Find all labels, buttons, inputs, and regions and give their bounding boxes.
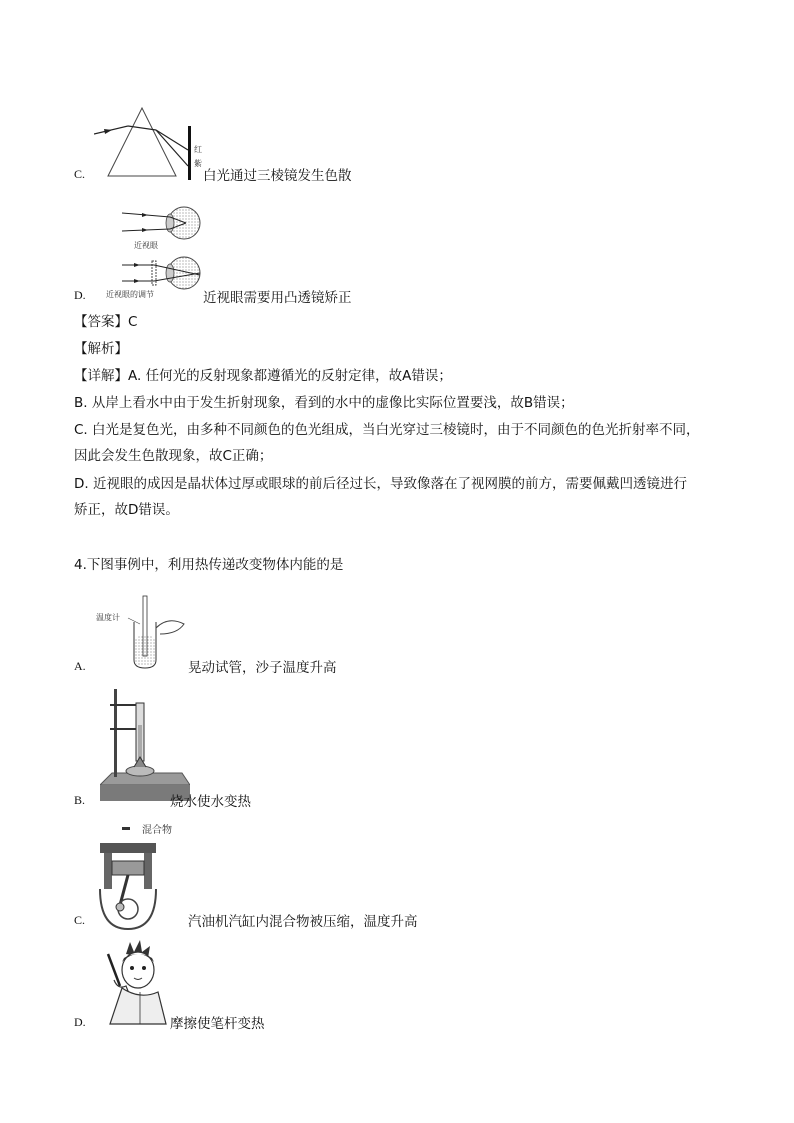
student-pen-figure (100, 940, 172, 1026)
answer-line: 【答案】C (74, 314, 138, 330)
mixture-label: 混合物 (142, 825, 172, 836)
q4-option-c-letter: C. (74, 913, 86, 927)
test-tube-figure (96, 594, 196, 670)
analysis-line-2: B. 从岸上看水中由于发生折射现象，看到的水中的虚像比实际位置要浅，故B错误； (74, 395, 574, 411)
myopia-label: 近视眼 (134, 241, 158, 250)
q3-option-d-caption: 近视眼需要用凸透镜矫正 (203, 290, 352, 306)
heating-stand-figure (100, 685, 190, 803)
q4-option-b-letter: B. (74, 793, 86, 807)
engine-cylinder-figure (98, 821, 188, 933)
analysis-line-3: C. 白光是复色光，由多种不同颜色的色光组成，当白光穿过三棱镜时，由于不同颜色的色光折射率不同， (74, 422, 700, 438)
q4-option-d-caption: 摩擦使笔杆变热 (170, 1016, 265, 1032)
red-label: 红 (194, 145, 202, 154)
analysis-line-5: D. 近视眼的成因是晶状体过厚或眼球的前后径过长，导致像落在了视网膜的前方，需要佩戴凹透镜进行 (74, 476, 687, 492)
q4-stem: 4.下图事例中，利用热传递改变物体内能的是 (74, 557, 344, 573)
q4-option-a-caption: 晃动试管，沙子温度升高 (188, 660, 337, 676)
myopia-eye-figure (104, 203, 204, 301)
q3-option-c-caption: 白光通过三棱镜发生色散 (203, 168, 352, 184)
analysis-title: 【解析】 (74, 341, 128, 357)
q3-option-d-letter: D. (74, 288, 86, 302)
analysis-line-4: 因此会发生色散现象，故C正确； (74, 448, 273, 464)
thermometer-label: 温度计 (96, 613, 120, 622)
q4-option-a-letter: A. (74, 659, 86, 673)
q3-option-c-letter: C. (74, 167, 86, 181)
q4-option-c-caption: 汽油机汽缸内混合物被压缩，温度升高 (188, 914, 418, 930)
analysis-line-1: 【详解】A. 任何光的反射现象都遵循光的反射定律，故A错误； (74, 368, 452, 384)
violet-label: 紫 (194, 159, 202, 168)
q4-option-d-letter: D. (74, 1015, 86, 1029)
q4-option-b-caption: 烧水使水变热 (170, 794, 251, 810)
myopia-correction-label: 近视眼的调节 (106, 290, 154, 299)
prism-dispersion-figure (94, 104, 214, 180)
analysis-line-6: 矫正，故D错误。 (74, 502, 179, 518)
